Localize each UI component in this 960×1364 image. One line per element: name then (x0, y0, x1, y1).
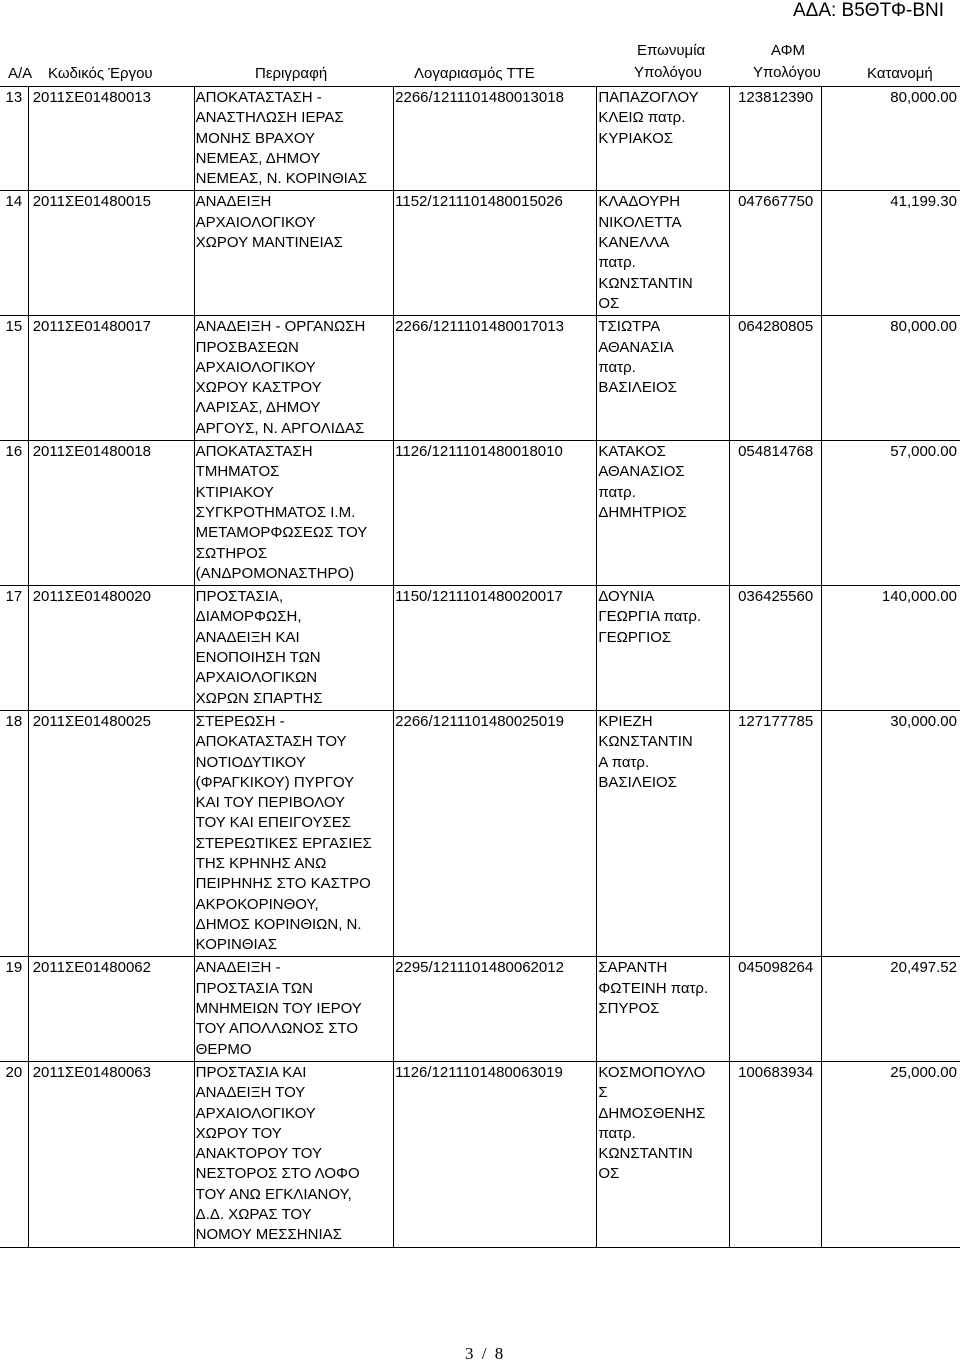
cell-name-line: ΟΣ (598, 1165, 620, 1183)
cell-account: 1152/1211101480015026 (394, 191, 597, 316)
cell-desc-line: ΔΙΑΜΟΡΦΩΣΗ, (195, 608, 302, 626)
cell-code: 2011ΣΕ01480018 (28, 441, 194, 586)
cell-aa: 20 (0, 1061, 28, 1247)
cell-name-line: ΑΘΑΝΑΣΙΑ (598, 338, 674, 356)
page-number (465, 1344, 503, 1364)
cell-aa: 19 (0, 957, 28, 1061)
cell-desc-line: ΧΩΡΟΥ ΚΑΣΤΡΟΥ (195, 379, 322, 397)
cell-name-line: ΓΕΩΡΓΙΑ πατρ. (598, 608, 702, 626)
cell-name-line: ΦΩΤΕΙΝΗ πατρ. (598, 979, 709, 997)
cell-aa: 15 (0, 316, 28, 441)
header-aa: Α/Α (8, 65, 33, 82)
cell-afm: 045098264 (729, 957, 822, 1061)
cell-name-line: ΚΩΝΣΤΑΝΤΙΝ (598, 274, 693, 292)
cell-desc-line: ΑΝΑΣΤΗΛΩΣΗ ΙΕΡΑΣ (195, 109, 344, 127)
cell-desc-line: ΚΤΙΡΙΑΚΟΥ (195, 483, 274, 501)
cell-name-line: ΑΘΑΝΑΣΙΟΣ (598, 463, 685, 481)
cell-name (597, 87, 729, 191)
cell-account: 2266/1211101480013018 (394, 87, 597, 191)
cell-desc-line: ΤΟΥ ΑΝΩ ΕΓΚΛΙΑΝΟΥ, (195, 1185, 352, 1203)
cell-amount: 57,000.00 (822, 441, 960, 586)
cell-desc (194, 191, 393, 316)
cell-afm: 054814768 (729, 441, 822, 586)
cell-desc-line: ΝΕΜΕΑΣ, ΔΗΜΟΥ (195, 149, 321, 167)
table-row (0, 316, 960, 441)
cell-name-line: ΚΡΙΕΖΗ (598, 712, 653, 730)
cell-code: 2011ΣΕ01480015 (28, 191, 194, 316)
cell-name-line: ΤΣΙΩΤΡΑ (598, 318, 661, 336)
cell-name-line: ΚΩΝΣΤΑΝΤΙΝ (598, 1145, 693, 1163)
cell-name (597, 710, 729, 957)
ada-stamp: ΑΔΑ: Β5ΘΤΦ-ΒΝΙ (792, 0, 944, 21)
cell-afm: 123812390 (729, 87, 822, 191)
cell-afm: 100683934 (729, 1061, 822, 1247)
cell-name-line: ΚΩΝΣΤΑΝΤΙΝ (598, 733, 693, 751)
cell-amount: 80,000.00 (822, 87, 960, 191)
cell-amount: 20,497.52 (822, 957, 960, 1061)
cell-account: 2266/1211101480017013 (394, 316, 597, 441)
cell-code: 2011ΣΕ01480025 (28, 710, 194, 957)
cell-desc-line: ΚΑΙ ΤΟΥ ΠΕΡΙΒΟΛΟΥ (195, 794, 346, 812)
cell-desc-line: ΤΟΥ ΑΠΟΛΛΩΝΟΣ ΣΤΟ (195, 1020, 359, 1038)
cell-aa: 18 (0, 710, 28, 957)
cell-aa: 16 (0, 441, 28, 586)
page-total: 8 (494, 1344, 504, 1363)
cell-name-line: ΚΥΡΙΑΚΟΣ (598, 129, 674, 147)
cell-desc-line: ΑΡΧΑΙΟΛΟΓΙΚΟΥ (195, 1104, 316, 1122)
cell-desc (194, 316, 393, 441)
cell-name-line: ΓΕΩΡΓΙΟΣ (598, 628, 672, 646)
cell-name (597, 1061, 729, 1247)
cell-account: 1150/1211101480020017 (394, 586, 597, 711)
cell-desc-line: ΝΟΜΟΥ ΜΕΣΣΗΝΙΑΣ (195, 1226, 342, 1244)
cell-desc-line: ΑΠΟΚΑΤΑΣΤΑΣΗ - (195, 89, 322, 106)
cell-desc-line: ΠΡΟΣΤΑΣΙΑ, (195, 588, 284, 606)
cell-desc-line: ΚΟΡΙΝΘΙΑΣ (195, 936, 277, 954)
header-desc: Περιγραφή (255, 65, 328, 82)
cell-desc (194, 87, 393, 191)
cell-name (597, 586, 729, 711)
cell-desc-line: ΝΟΤΙΟΔΥΤΙΚΟΥ (195, 753, 306, 771)
cell-name (597, 957, 729, 1061)
cell-desc-line: ΑΡΧΑΙΟΛΟΓΙΚΩΝ (195, 669, 318, 687)
table-row (0, 710, 960, 957)
cell-desc-line: ΑΝΑΔΕΙΞΗ ΚΑΙ (195, 628, 300, 646)
table-row (0, 586, 960, 711)
cell-desc-line: ΑΡΧΑΙΟΛΟΓΙΚΟΥ (195, 213, 316, 231)
cell-desc-line: ΤΗΣ ΚΡΗΝΗΣ ΑΝΩ (195, 854, 327, 872)
cell-desc (194, 586, 393, 711)
page-separator: / (481, 1344, 487, 1363)
cell-account: 1126/1211101480063019 (394, 1061, 597, 1247)
cell-desc-line: ΑΝΑΚΤΟΡΟΥ ΤΟΥ (195, 1145, 322, 1163)
cell-desc-line: ΑΠΟΚΑΤΑΣΤΑΣΗ (195, 443, 313, 461)
cell-code: 2011ΣΕ01480062 (28, 957, 194, 1061)
cell-desc-line: ΧΩΡΟΥ ΤΟΥ (195, 1124, 282, 1142)
cell-amount: 41,199.30 (822, 191, 960, 316)
cell-afm: 064280805 (729, 316, 822, 441)
cell-desc-line: ΣΩΤΗΡΟΣ (195, 544, 268, 562)
table-header (0, 40, 960, 86)
cell-desc (194, 441, 393, 586)
cell-name-line: ΒΑΣΙΛΕΙΟΣ (598, 379, 677, 397)
cell-desc-line: ΔΗΜΟΣ ΚΟΡΙΝΘΙΩΝ, Ν. (195, 915, 362, 933)
cell-desc-line: Δ.Δ. ΧΩΡΑΣ ΤΟΥ (195, 1206, 312, 1224)
cell-account: 2295/1211101480062012 (394, 957, 597, 1061)
cell-desc-line: ΑΡΧΑΙΟΛΟΓΙΚΟΥ (195, 358, 316, 376)
cell-account: 2266/1211101480025019 (394, 710, 597, 957)
cell-desc-line: ΑΠΟΚΑΤΑΣΤΑΣΗ ΤΟΥ (195, 733, 347, 751)
cell-desc-line: ΘΕΡΜΟ (195, 1040, 252, 1058)
cell-desc-line: ΑΝΑΔΕΙΞΗ ΤΟΥ (195, 1084, 306, 1102)
header-name-1: Επωνυμία (637, 42, 706, 59)
page-current: 3 (465, 1344, 474, 1363)
table-row (0, 957, 960, 1061)
cell-desc-line: ΑΝΑΔΕΙΞΗ - ΟΡΓΑΝΩΣΗ (195, 318, 366, 336)
cell-desc-line: ΤΟΥ ΚΑΙ ΕΠΕΙΓΟΥΣΕΣ (195, 814, 352, 832)
cell-desc-line: ΠΕΙΡΗΝΗΣ ΣΤΟ ΚΑΣΤΡΟ (195, 875, 371, 893)
cell-desc-line: ΑΚΡΟΚΟΡΙΝΘΟΥ, (195, 895, 319, 913)
cell-aa: 14 (0, 191, 28, 316)
cell-desc (194, 710, 393, 957)
cell-amount: 140,000.00 (822, 586, 960, 711)
cell-name-line: πατρ. (598, 358, 636, 376)
header-afm-2: Υπολόγου (753, 64, 821, 81)
header-amount: Κατανομή (867, 65, 933, 82)
header-code: Κωδικός Έργου (48, 65, 153, 82)
cell-code: 2011ΣΕ01480063 (28, 1061, 194, 1247)
header-account: Λογαριασμός ΤΤΕ (414, 65, 535, 82)
cell-desc-line: ΛΑΡΙΣΑΣ, ΔΗΜΟΥ (195, 399, 321, 417)
cell-name-line: ΝΙΚΟΛΕΤΤΑ (598, 213, 682, 231)
cell-name (597, 191, 729, 316)
cell-desc-line: ΜΕΤΑΜΟΡΦΩΣΕΩΣ ΤΟΥ (195, 524, 368, 542)
cell-name-line: ΚΑΝΕΛΛΑ (598, 234, 670, 252)
cell-name-line: Σ (598, 1084, 608, 1102)
cell-desc-line: (ΑΝΔΡΟΜΟΝΑΣΤΗΡΟ) (195, 564, 355, 582)
table-body (0, 87, 960, 1248)
cell-desc-line: ΧΩΡΩΝ ΣΠΑΡΤΗΣ (195, 689, 323, 707)
header-afm-1: ΑΦΜ (771, 42, 806, 59)
cell-name-line: πατρ. (598, 483, 636, 501)
table-row (0, 87, 960, 191)
cell-desc-line: ΑΝΑΔΕΙΞΗ - (195, 959, 281, 977)
cell-name-line: ΚΛΑΔΟΥΡΗ (598, 193, 681, 211)
cell-desc-line: ΠΡΟΣΤΑΣΙΑ ΤΩΝ (195, 979, 313, 997)
cell-name-line: ΔΗΜΗΤΡΙΟΣ (598, 503, 687, 521)
cell-desc-line: ΜΝΗΜΕΙΩΝ ΤΟΥ ΙΕΡΟΥ (195, 1000, 362, 1018)
cell-name-line: ΒΑΣΙΛΕΙΟΣ (598, 773, 677, 791)
table-row (0, 441, 960, 586)
cell-name-line: ΠΑΠΑΖΟΓΛΟΥ (598, 89, 699, 106)
header-name-2: Υπολόγου (634, 64, 702, 81)
cell-desc-line: ΣΤΕΡΕΩΣΗ - (195, 712, 285, 730)
table-row (0, 191, 960, 316)
cell-name-line: ΚΟΣΜΟΠΟΥΛΟ (598, 1063, 706, 1081)
cell-afm: 127177785 (729, 710, 822, 957)
cell-desc-line: (ΦΡΑΓΚΙΚΟΥ) ΠΥΡΓΟΥ (195, 773, 355, 791)
cell-amount: 25,000.00 (822, 1061, 960, 1247)
cell-desc (194, 1061, 393, 1247)
cell-name-line: ΚΛΕΙΩ πατρ. (598, 109, 686, 127)
cell-desc-line: ΣΤΕΡΕΩΤΙΚΕΣ ΕΡΓΑΣΙΕΣ (195, 834, 372, 852)
cell-name-line: ΟΣ (598, 294, 620, 312)
cell-desc-line: ΧΩΡΟΥ ΜΑΝΤΙΝΕΙΑΣ (195, 234, 343, 252)
cell-desc-line: ΑΡΓΟΥΣ, Ν. ΑΡΓΟΛΙΔΑΣ (195, 419, 365, 437)
cell-desc-line: ΠΡΟΣΒΑΣΕΩΝ (195, 338, 299, 356)
cell-desc-line: ΤΜΗΜΑΤΟΣ (195, 463, 280, 481)
cell-desc-line: ΠΡΟΣΤΑΣΙΑ ΚΑΙ (195, 1063, 307, 1081)
cell-account: 1126/1211101480018010 (394, 441, 597, 586)
cell-name-line: Α πατρ. (598, 753, 650, 771)
cell-desc-line: ΑΝΑΔΕΙΞΗ (195, 193, 272, 211)
cell-name (597, 316, 729, 441)
cell-afm: 047667750 (729, 191, 822, 316)
cell-aa: 17 (0, 586, 28, 711)
cell-desc (194, 957, 393, 1061)
cell-desc-line: ΣΥΓΚΡΟΤΗΜΑΤΟΣ Ι.Μ. (195, 503, 356, 521)
cell-name-line: ΣΠΥΡΟΣ (598, 1000, 660, 1018)
cell-aa: 13 (0, 87, 28, 191)
cell-desc-line: ΝΕΜΕΑΣ, Ν. ΚΟΡΙΝΘΙΑΣ (195, 170, 368, 188)
cell-desc-line: ΕΝΟΠΟΙΗΣΗ ΤΩΝ (195, 649, 321, 667)
projects-table (0, 86, 960, 1248)
cell-name-line: ΚΑΤΑΚΟΣ (598, 443, 666, 461)
cell-afm: 036425560 (729, 586, 822, 711)
cell-name-line: ΣΑΡΑΝΤΗ (598, 959, 668, 977)
cell-code: 2011ΣΕ01480013 (28, 87, 194, 191)
cell-desc-line: ΝΕΣΤΟΡΟΣ ΣΤΟ ΛΟΦΟ (195, 1165, 360, 1183)
cell-amount: 30,000.00 (822, 710, 960, 957)
table-row (0, 1061, 960, 1247)
cell-name-line: πατρ. (598, 1124, 636, 1142)
cell-amount: 80,000.00 (822, 316, 960, 441)
cell-name-line: ΔΗΜΟΣΘΕΝΗΣ (598, 1104, 706, 1122)
cell-code: 2011ΣΕ01480017 (28, 316, 194, 441)
cell-name-line: ΔΟΥΝΙΑ (598, 588, 655, 606)
cell-name-line: πατρ. (598, 254, 636, 272)
cell-desc-line: ΜΟΝΗΣ ΒΡΑΧΟΥ (195, 129, 316, 147)
cell-name (597, 441, 729, 586)
cell-code: 2011ΣΕ01480020 (28, 586, 194, 711)
